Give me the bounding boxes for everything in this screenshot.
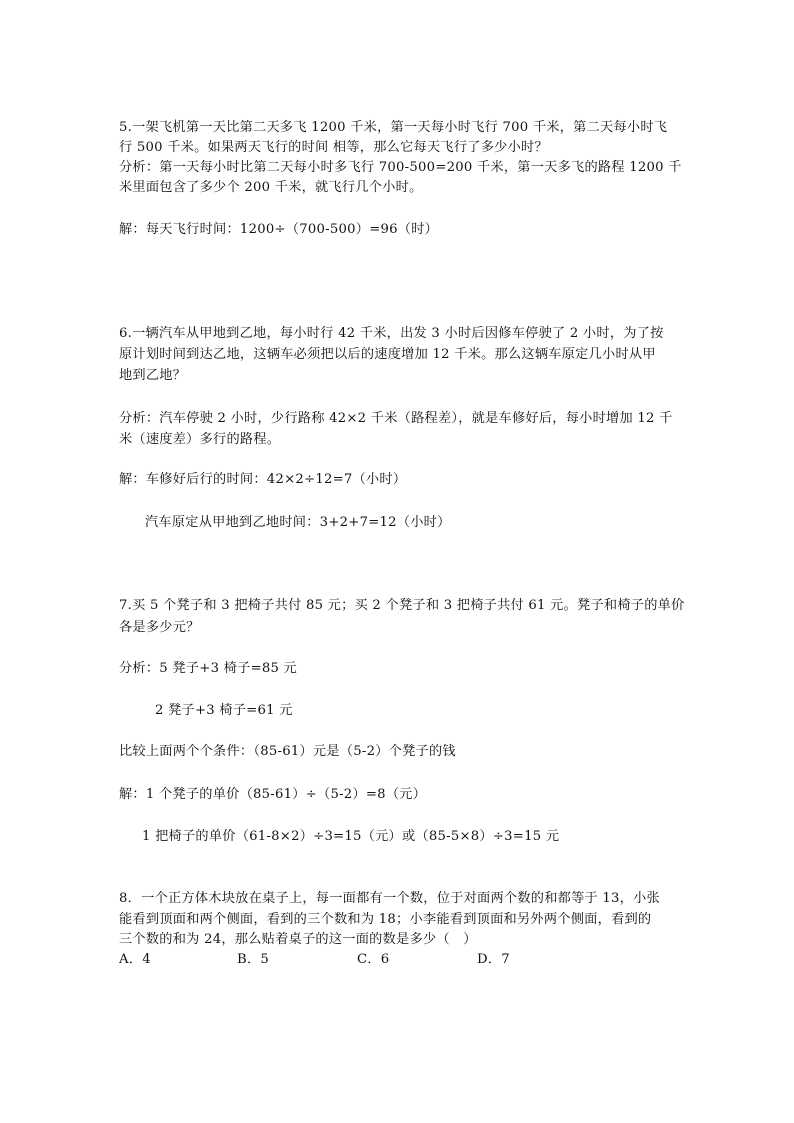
q8-line-3: 三个数的和为 24，那么贴着桌子的这一面的数是多少（ ）: [119, 932, 477, 947]
q7-analysis-line-1: 分析：5 凳子+3 椅子=85 元: [119, 661, 297, 676]
q6-line-3: 地到乙地？: [119, 368, 187, 383]
q5-analysis-line-2: 米里面包含了多少个 200 千米，就飞行几个小时。: [119, 180, 423, 195]
q6-analysis-line-2: 米（速度差）多行的路程。: [119, 432, 281, 447]
q7-line-2: 各是多少元？: [119, 620, 200, 635]
q8-option-b: B．5: [237, 952, 270, 967]
q5-solution: 解：每天飞行时间：1200÷（700-500）=96（时）: [119, 222, 439, 237]
q6-solution-line-1: 解：车修好后行的时间：42×2÷12=7（小时）: [119, 472, 407, 487]
q7-compare: 比较上面两个个条件：（85-61）元是（5-2）个凳子的钱: [119, 744, 456, 759]
q7-solution-line-1: 解：1 个凳子的单价（85-61）÷（5-2）=8（元）: [119, 787, 427, 802]
q6-analysis-line-1: 分析：汽车停驶 2 小时，少行路称 42×2 千米（路程差），就是车修好后，每小时增加 12 千: [119, 411, 673, 426]
q5-line-1: 5.一架飞机第一天比第二天多飞 1200 千米，第一天每小时飞行 700 千米，第二天每小时飞: [119, 120, 668, 135]
q6-line-2: 原计划时间到达乙地，这辆车必须把以后的速度增加 12 千米。那么这辆车原定几小时从甲: [119, 347, 656, 362]
q8-option-d: D．7: [477, 952, 510, 967]
q5-line-2: 行 500 千米。如果两天飞行的时间 相等，那么它每天飞行了多少小时？: [119, 140, 548, 155]
q6-solution-line-2: 汽车原定从甲地到乙地时间：3+2+7=12（小时）: [145, 515, 451, 530]
q8-line-2: 能看到顶面和两个侧面，看到的三个数和为 18；小李能看到顶面和另外两个侧面，看到的: [119, 912, 652, 927]
q8-option-c: C．6: [357, 952, 390, 967]
q7-solution-line-2: 1 把椅子的单价（61-8×2）÷3=15（元）或（85-5×8）÷3=15 元: [142, 829, 560, 844]
q7-line-1: 7.买 5 个凳子和 3 把椅子共付 85 元；买 2 个凳子和 3 把椅子共付 61 元。凳子和椅子的单价: [119, 598, 685, 613]
q8-line-1: 8．一个正方体木块放在桌子上，每一面都有一个数，位于对面两个数的和都等于 13，小张: [119, 891, 660, 906]
q8-option-a: A．4: [119, 952, 151, 967]
q7-analysis-line-2: 2 凳子+3 椅子=61 元: [155, 703, 293, 718]
q6-line-1: 6.一辆汽车从甲地到乙地，每小时行 42 千米，出发 3 小时后因修车停驶了 2 小时，为了按: [119, 326, 664, 341]
q5-analysis-line-1: 分析：第一天每小时比第二天每小时多飞行 700-500=200 千米，第一天多飞的路程 1200 千: [119, 160, 682, 175]
